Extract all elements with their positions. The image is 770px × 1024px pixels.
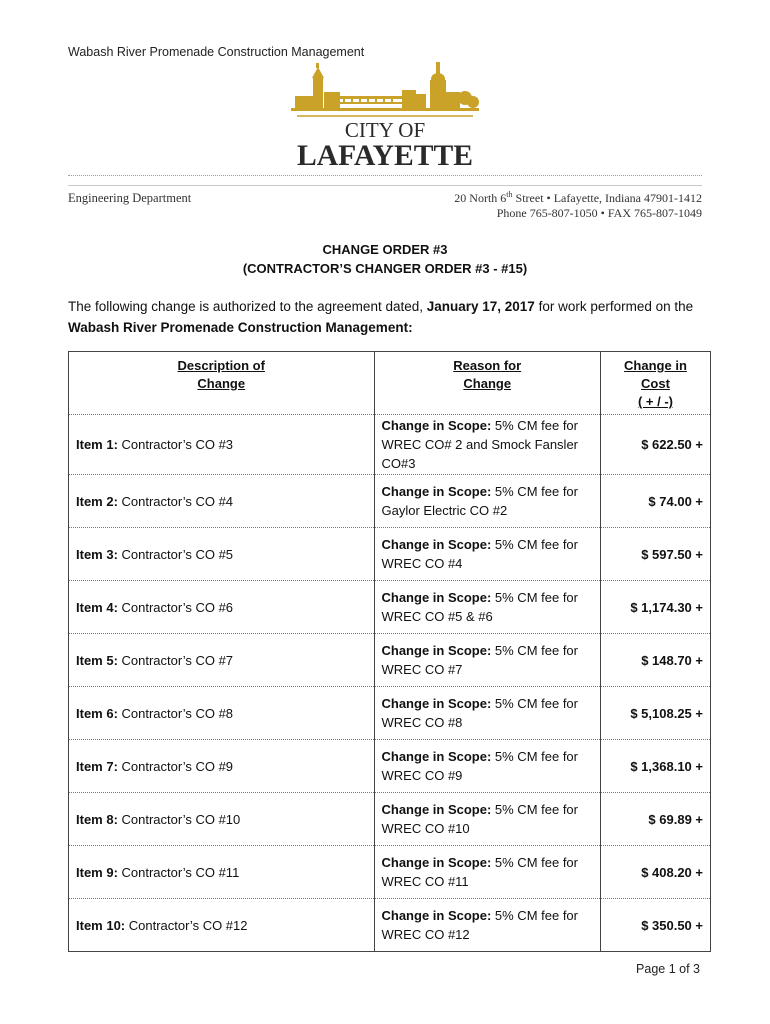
- phone-fax: Phone 765-807-1050 • FAX 765-807-1049: [496, 206, 702, 220]
- row-description: Item 8: Contractor’s CO #10: [69, 793, 375, 846]
- logo-line1: CITY OF: [344, 118, 426, 142]
- row-cost: $ 148.70 +: [600, 634, 710, 687]
- row-reason: Change in Scope: 5% CM fee for WREC CO #12: [374, 899, 600, 952]
- row-cost: $ 622.50 +: [600, 415, 710, 475]
- table-row: [69, 581, 711, 634]
- row-cost: $ 408.20 +: [600, 846, 710, 899]
- row-reason: Change in Scope: 5% CM fee for WREC CO #9: [374, 740, 600, 793]
- row-cost: $ 597.50 +: [600, 528, 710, 581]
- skyline-icon: [291, 62, 479, 111]
- row-reason: Change in Scope: 5% CM fee for WREC CO# 2 and Smock Fansler CO#3: [374, 415, 600, 475]
- row-cost: $ 74.00 +: [600, 475, 710, 528]
- row-reason: Change in Scope: 5% CM fee for WREC CO #4: [374, 528, 600, 581]
- table-row: [69, 475, 711, 528]
- row-description: Item 1: Contractor’s CO #3: [69, 415, 375, 475]
- row-cost: $ 5,108.25 +: [600, 687, 710, 740]
- divider-dotted: [68, 175, 702, 176]
- change-order-table: [68, 351, 711, 952]
- project-header: Wabash River Promenade Construction Management: [68, 45, 365, 59]
- row-description: Item 9: Contractor’s CO #11: [69, 846, 375, 899]
- table-header-row: [69, 352, 711, 415]
- header-description: Description of Change: [69, 352, 375, 415]
- city-logo: [285, 62, 485, 172]
- row-description: Item 2: Contractor’s CO #4: [69, 475, 375, 528]
- divider-solid: [68, 185, 702, 186]
- row-reason: Change in Scope: 5% CM fee for WREC CO #8: [374, 687, 600, 740]
- page-number: Page 1 of 3: [636, 962, 700, 976]
- table-row: [69, 687, 711, 740]
- street-address: 20 North 6th Street • Lafayette, Indiana 47901-1412: [454, 190, 702, 205]
- logo-line2: LAFAYETTE: [297, 139, 473, 172]
- intro-project-name: Wabash River Promenade Construction Management:: [68, 320, 413, 335]
- row-description: Item 10: Contractor’s CO #12: [69, 899, 375, 952]
- row-reason: Change in Scope: 5% CM fee for WREC CO #10: [374, 793, 600, 846]
- table-row: [69, 899, 711, 952]
- row-description: Item 5: Contractor’s CO #7: [69, 634, 375, 687]
- table-row: [69, 634, 711, 687]
- row-cost: $ 1,174.30 +: [600, 581, 710, 634]
- table-row: [69, 740, 711, 793]
- row-reason: Change in Scope: 5% CM fee for WREC CO #7: [374, 634, 600, 687]
- row-description: Item 3: Contractor’s CO #5: [69, 528, 375, 581]
- row-cost: $ 1,368.10 +: [600, 740, 710, 793]
- change-order-title: CHANGE ORDER #3: [322, 242, 448, 257]
- row-description: Item 6: Contractor’s CO #8: [69, 687, 375, 740]
- row-description: Item 7: Contractor’s CO #9: [69, 740, 375, 793]
- table-row: [69, 846, 711, 899]
- row-reason: Change in Scope: 5% CM fee for WREC CO #5 & #6: [374, 581, 600, 634]
- row-description: Item 4: Contractor’s CO #6: [69, 581, 375, 634]
- change-order-subtitle: (CONTRACTOR’S CHANGER ORDER #3 - #15): [242, 261, 528, 276]
- department-name: Engineering Department: [68, 191, 192, 205]
- table-row: [69, 793, 711, 846]
- agreement-date: January 17, 2017: [426, 299, 535, 314]
- intro-paragraph: The following change is authorized to the agreement dated, January 17, 2017 for work performed on the Wabash River Promenade Construction Management:: [68, 299, 694, 335]
- address-block: [362, 191, 702, 221]
- row-reason: Change in Scope: 5% CM fee for Gaylor Electric CO #2: [374, 475, 600, 528]
- row-cost: $ 350.50 +: [600, 899, 710, 952]
- header-reason: Reason for Change: [374, 352, 600, 415]
- table-row: [69, 415, 711, 475]
- row-cost: $ 69.89 +: [600, 793, 710, 846]
- row-reason: Change in Scope: 5% CM fee for WREC CO #11: [374, 846, 600, 899]
- header-cost: Change in Cost ( + / -): [600, 352, 710, 415]
- table-row: [69, 528, 711, 581]
